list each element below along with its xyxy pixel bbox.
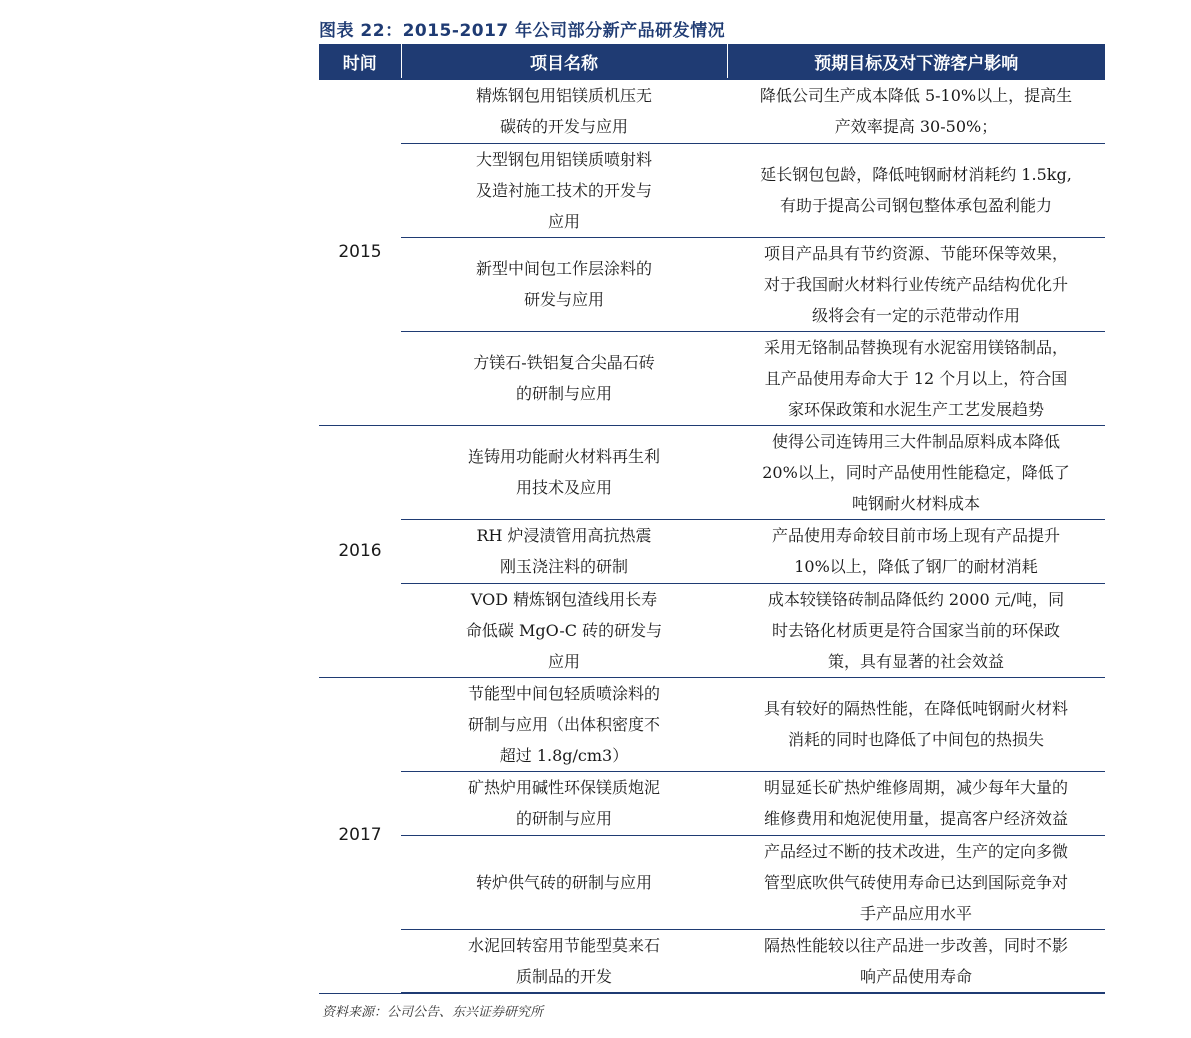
table-row (319, 425, 1105, 519)
table-row (319, 143, 1105, 237)
target-impact-cell: 项目产品具有节约资源、节能环保等效果， 对于我国耐火材料行业传统产品结构优化升 级将会有一定的示范带动作用 (727, 237, 1105, 331)
year-cell: 2015 (319, 79, 401, 425)
project-name-cell: 新型中间包工作层涂料的 研发与应用 (401, 237, 727, 331)
table-header-row (319, 44, 1105, 79)
project-name-cell: 节能型中间包轻质喷涂料的 研制与应用（出体积密度不 超过 1.8g/cm3） (401, 677, 727, 771)
project-name-cell: 大型钢包用铝镁质喷射料 及造衬施工技术的开发与 应用 (401, 143, 727, 237)
table-row (319, 771, 1105, 835)
project-name-cell: 连铸用功能耐火材料再生利 用技术及应用 (401, 425, 727, 519)
year-cell: 2016 (319, 425, 401, 677)
table-row (319, 79, 1105, 143)
target-impact-cell: 明显延长矿热炉维修周期，减少每年大量的 维修费用和炮泥使用量，提高客户经济效益 (727, 771, 1105, 835)
target-impact-cell: 使得公司连铸用三大件制品原料成本降低 20%以上，同时产品使用性能稳定，降低了 吨钢耐火材料成本 (727, 425, 1105, 519)
project-name-cell: 转炉供气砖的研制与应用 (401, 835, 727, 929)
project-name-cell: 精炼钢包用铝镁质机压无 碳砖的开发与应用 (401, 79, 727, 143)
target-impact-cell: 成本较镁铬砖制品降低约 2000 元/吨，同 时去铬化材质更是符合国家当前的环保政 策，具有显著的社会效益 (727, 583, 1105, 677)
year-cell: 2017 (319, 677, 401, 993)
target-impact-cell: 采用无铬制品替换现有水泥窑用镁铬制品， 且产品使用寿命大于 12 个月以上，符合国 家环保政策和水泥生产工艺发展趋势 (727, 331, 1105, 425)
project-name-cell: VOD 精炼钢包渣线用长寿 命低碳 MgO-C 砖的研发与 应用 (401, 583, 727, 677)
table-row (319, 677, 1105, 771)
source-note: 资料来源：公司公告、东兴证券研究所 (322, 1005, 544, 1020)
table-row (319, 583, 1105, 677)
target-impact-cell: 具有较好的隔热性能，在降低吨钢耐火材料 消耗的同时也降低了中间包的热损失 (727, 677, 1105, 771)
rd-table (319, 44, 1105, 994)
table-row (319, 331, 1105, 425)
table-body (319, 79, 1105, 993)
target-impact-cell: 隔热性能较以往产品进一步改善，同时不影 响产品使用寿命 (727, 929, 1105, 993)
header-time: 时间 (319, 44, 401, 79)
header-target-impact: 预期目标及对下游客户影响 (727, 44, 1105, 79)
project-name-cell: RH 炉浸渍管用高抗热震 刚玉浇注料的研制 (401, 519, 727, 583)
target-impact-cell: 降低公司生产成本降低 5-10%以上，提高生 产效率提高 30-50%； (727, 79, 1105, 143)
table-caption: 图表 22：2015-2017 年公司部分新产品研发情况 (319, 21, 726, 41)
project-name-cell: 方镁石-铁铝复合尖晶石砖 的研制与应用 (401, 331, 727, 425)
table-row (319, 929, 1105, 993)
target-impact-cell: 产品使用寿命较目前市场上现有产品提升 10%以上，降低了钢厂的耐材消耗 (727, 519, 1105, 583)
table-row (319, 519, 1105, 583)
target-impact-cell: 产品经过不断的技术改进，生产的定向多微 管型底吹供气砖使用寿命已达到国际竞争对 手产品应用水平 (727, 835, 1105, 929)
target-impact-cell: 延长钢包包龄，降低吨钢耐材消耗约 1.5kg, 有助于提高公司钢包整体承包盈利能力 (727, 143, 1105, 237)
table-row (319, 237, 1105, 331)
table-row (319, 835, 1105, 929)
project-name-cell: 水泥回转窑用节能型莫来石 质制品的开发 (401, 929, 727, 993)
header-project-name: 项目名称 (401, 44, 727, 79)
project-name-cell: 矿热炉用碱性环保镁质炮泥 的研制与应用 (401, 771, 727, 835)
